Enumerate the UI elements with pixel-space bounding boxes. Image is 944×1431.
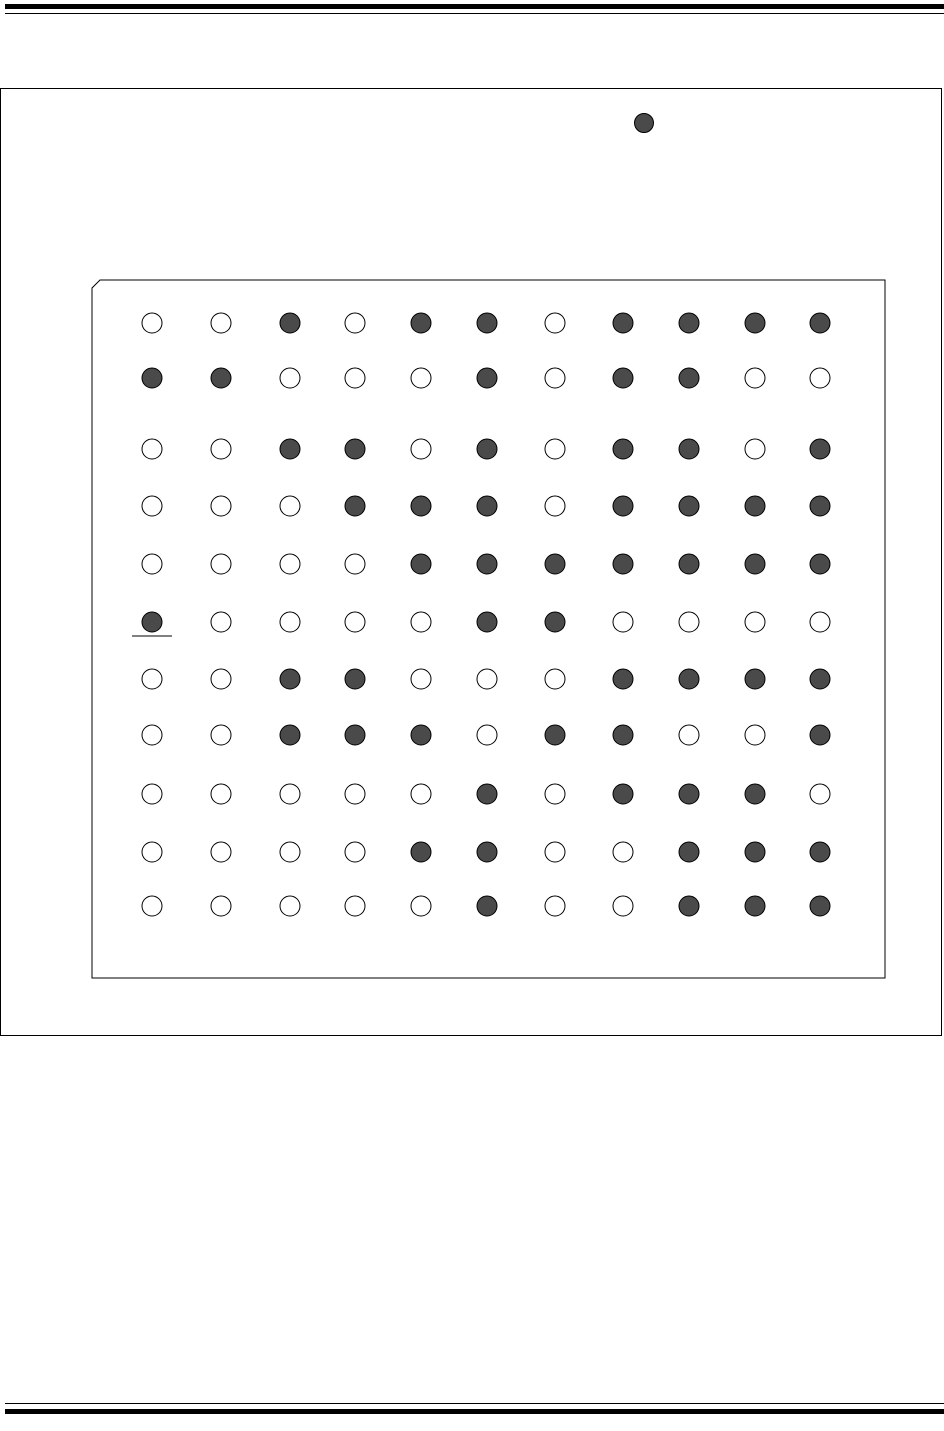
empty-ball [211, 784, 231, 804]
filled-ball [810, 439, 830, 459]
empty-ball [545, 439, 565, 459]
empty-ball [477, 669, 497, 689]
filled-ball [477, 439, 497, 459]
filled-ball [345, 439, 365, 459]
filled-ball [679, 842, 699, 862]
filled-ball [679, 784, 699, 804]
empty-ball [477, 725, 497, 745]
filled-ball [280, 669, 300, 689]
empty-ball [142, 784, 162, 804]
empty-ball [545, 842, 565, 862]
filled-ball [745, 496, 765, 516]
filled-ball [545, 554, 565, 574]
empty-ball [142, 439, 162, 459]
filled-ball [280, 313, 300, 333]
empty-ball [745, 612, 765, 632]
empty-ball [810, 368, 830, 388]
filled-ball [745, 896, 765, 916]
empty-ball [745, 725, 765, 745]
empty-ball [345, 896, 365, 916]
empty-ball [411, 368, 431, 388]
empty-ball [211, 896, 231, 916]
filled-ball [477, 368, 497, 388]
filled-ball [411, 313, 431, 333]
filled-ball [679, 496, 699, 516]
empty-ball [345, 784, 365, 804]
empty-ball [211, 496, 231, 516]
filled-ball [810, 725, 830, 745]
filled-ball [613, 784, 633, 804]
filled-ball [411, 496, 431, 516]
empty-ball [142, 842, 162, 862]
filled-ball [477, 842, 497, 862]
empty-ball [679, 725, 699, 745]
empty-ball [810, 612, 830, 632]
empty-ball [211, 439, 231, 459]
empty-ball [745, 368, 765, 388]
empty-ball [211, 554, 231, 574]
filled-ball [545, 725, 565, 745]
empty-ball [211, 669, 231, 689]
filled-ball [810, 554, 830, 574]
empty-ball [280, 842, 300, 862]
footer-rule-thin [5, 1403, 944, 1404]
filled-ball [613, 554, 633, 574]
empty-ball [280, 496, 300, 516]
empty-ball [211, 612, 231, 632]
empty-ball [411, 612, 431, 632]
empty-ball [280, 784, 300, 804]
filled-ball [411, 725, 431, 745]
ball-grid-package [88, 276, 888, 982]
filled-ball [613, 496, 633, 516]
empty-ball [613, 612, 633, 632]
empty-ball [280, 612, 300, 632]
filled-ball [545, 612, 565, 632]
empty-ball [545, 496, 565, 516]
empty-ball [545, 896, 565, 916]
empty-ball [411, 669, 431, 689]
filled-ball [280, 725, 300, 745]
empty-ball [345, 368, 365, 388]
empty-ball [142, 725, 162, 745]
empty-ball [411, 896, 431, 916]
filled-ball [745, 313, 765, 333]
filled-ball [679, 896, 699, 916]
empty-ball [211, 313, 231, 333]
filled-ball [477, 612, 497, 632]
filled-ball [477, 496, 497, 516]
filled-ball [142, 612, 162, 632]
empty-ball [211, 725, 231, 745]
filled-ball [745, 669, 765, 689]
empty-ball [545, 669, 565, 689]
empty-ball [345, 612, 365, 632]
empty-ball [545, 368, 565, 388]
filled-ball [345, 669, 365, 689]
filled-ball [613, 368, 633, 388]
filled-ball [345, 725, 365, 745]
filled-ball [613, 313, 633, 333]
empty-ball [142, 496, 162, 516]
filled-ball [745, 784, 765, 804]
filled-ball [810, 496, 830, 516]
empty-ball [810, 784, 830, 804]
ball-array [142, 313, 830, 916]
filled-ball [810, 669, 830, 689]
filled-ball [142, 368, 162, 388]
filled-ball [745, 842, 765, 862]
legend-filled-ball-icon [634, 113, 654, 133]
filled-ball [679, 439, 699, 459]
empty-ball [211, 842, 231, 862]
filled-ball [411, 842, 431, 862]
filled-ball [810, 842, 830, 862]
footer-rule-thick [5, 1409, 944, 1414]
filled-ball [411, 554, 431, 574]
empty-ball [142, 313, 162, 333]
filled-ball [679, 368, 699, 388]
empty-ball [345, 842, 365, 862]
empty-ball [280, 896, 300, 916]
filled-ball [211, 368, 231, 388]
empty-ball [142, 896, 162, 916]
empty-ball [545, 313, 565, 333]
empty-ball [345, 313, 365, 333]
filled-ball [613, 439, 633, 459]
header-rule-thin [5, 13, 944, 14]
empty-ball [745, 439, 765, 459]
empty-ball [280, 554, 300, 574]
empty-ball [545, 784, 565, 804]
empty-ball [411, 784, 431, 804]
filled-ball [613, 725, 633, 745]
filled-ball [477, 554, 497, 574]
filled-ball [679, 554, 699, 574]
filled-ball [810, 313, 830, 333]
filled-ball [613, 669, 633, 689]
filled-ball [679, 669, 699, 689]
filled-ball [280, 439, 300, 459]
header-rule-thick [5, 4, 944, 9]
empty-ball [613, 896, 633, 916]
empty-ball [142, 554, 162, 574]
empty-ball [280, 368, 300, 388]
empty-ball [411, 439, 431, 459]
filled-ball [679, 313, 699, 333]
empty-ball [679, 612, 699, 632]
filled-ball [477, 313, 497, 333]
filled-ball [810, 896, 830, 916]
filled-ball [477, 896, 497, 916]
filled-ball [477, 784, 497, 804]
filled-ball [345, 496, 365, 516]
empty-ball [345, 554, 365, 574]
empty-ball [613, 842, 633, 862]
empty-ball [142, 669, 162, 689]
filled-ball [745, 554, 765, 574]
